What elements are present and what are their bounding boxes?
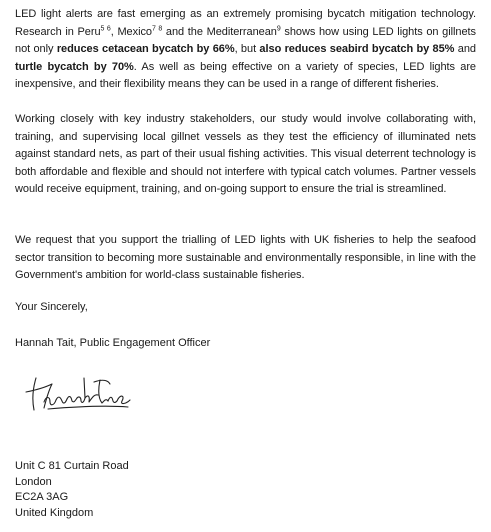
sender-address [15, 459, 129, 521]
closing-salutation: Your Sincerely, [15, 301, 88, 313]
footnote-ref-mediterranean: 9 [276, 24, 281, 32]
bold-stat-cetacean: reduces cetacean bycatch by 66% [56, 43, 235, 55]
footnote-ref-mexico: 7 8 [151, 24, 163, 32]
paragraph-study-plan: Working closely with key industry stakeholders, our study would involve collaborating with, training, and supervising local gillnet vessels as they test the efficiency of illuminated nets against standard nets, as part of their usual fishing activities. This visual deterrent technology is both affordable and flexible and should not interfere with typical catch volumes. Partner vessels would receive equipment, training, and on-going support to ensure the trial is streamlined. [15, 113, 476, 195]
footnote-ref-peru: 5 6 [100, 24, 111, 32]
paragraph-led-findings [15, 6, 476, 94]
address-line: EC2A 3AG [15, 491, 69, 503]
text-segment: shows how using LED lights on gillnets not only [15, 25, 476, 55]
text-segment: , but [234, 43, 260, 55]
paragraph-request: We request that you support the trialling of LED lights with UK fisheries to help the seafood sector transition to becoming more sustainable and environmentally responsible, in line with the Government's ambition for world-class sustainable fisheries. [15, 234, 476, 281]
text-segment: and [454, 43, 476, 55]
text-segment: and the Mediterranean [162, 25, 277, 38]
address-line: London [15, 475, 52, 488]
address-line: Unit C 81 Curtain Road [15, 460, 129, 472]
address-line: United Kingdom [15, 506, 94, 519]
bold-stat-seabird: also reduces seabird bycatch by 85% [259, 43, 455, 55]
text-segment: , Mexico [110, 25, 152, 38]
bold-stat-turtle: turtle bycatch by 70% [15, 60, 134, 73]
signatory-name: Hannah Tait, Public Engagement Officer [15, 337, 211, 349]
handwritten-signature [22, 368, 132, 418]
text-segment: LED light alerts are fast emerging as an extremely promising bycatch mitigation technology. Research in Peru [15, 8, 476, 38]
text-segment: . As well as being effective on a variety of species, LED lights are inexpensive, and their flexibility means they can be used in a range of different fisheries. [15, 60, 476, 90]
